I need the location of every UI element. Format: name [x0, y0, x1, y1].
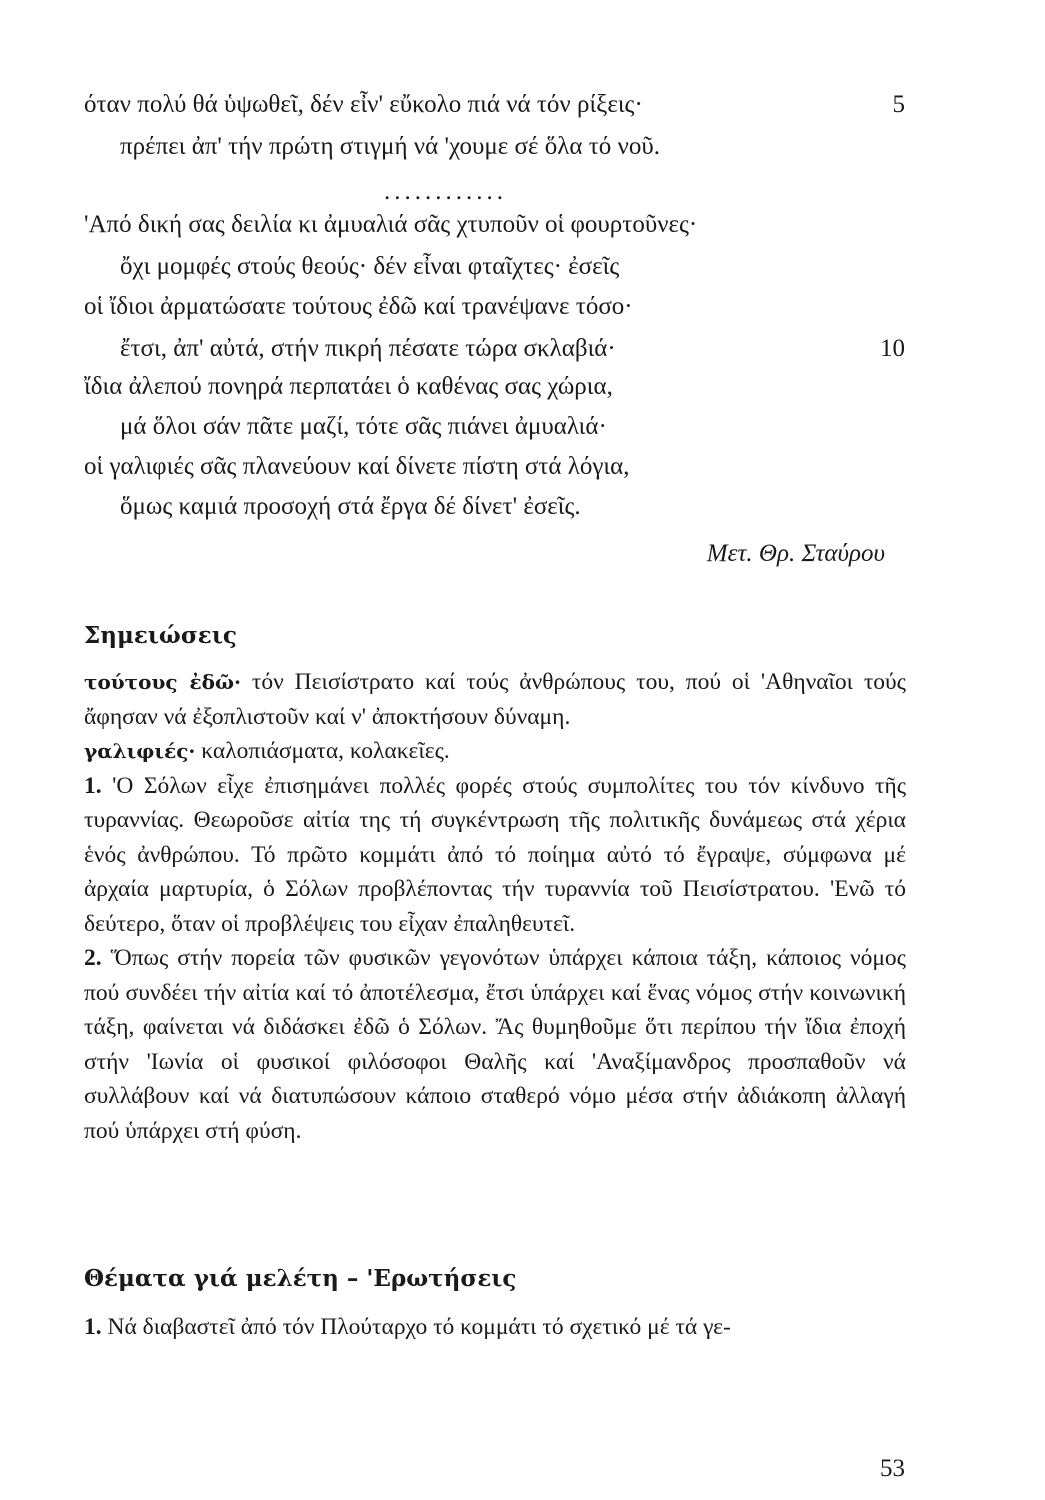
poem-line-3: 'Από δική σας δειλία κι ἀμυαλιά σᾶς χτυποῦν οἱ φουρτοῦνες·: [84, 211, 698, 238]
study-question-1: [84, 1310, 906, 1345]
poem-line-7: ἴδια ἀλεπού πονηρά περπατάει ὁ καθένας σας χώρια,: [84, 373, 613, 400]
question-number: 1.: [84, 1314, 102, 1340]
poem-line-6: ἔτσι, ἀπ' αὐτά, στήν πικρή πέσατε τώρα σκλαβιά·: [120, 335, 616, 362]
page-number: 53: [880, 1455, 905, 1482]
line-number-5: 5: [892, 91, 905, 118]
poem-line-2: πρέπει ἀπ' τήν πρώτη στιγμή νά 'χουμε σέ ὅλα τό νοῦ.: [120, 133, 660, 160]
note-text: Ὅπως στήν πορεία τῶν φυσικῶν γεγονότων ὑπάρχει κάποια τάξη, κάποιος νόμος πού συνδέει τήν αἰτία καί τό ἀποτέλεσμα, ἔτσι ὑπάρχει καί ἕνας νόμος στήν κοινωνική τάξη, φαίνεται νά διδάσκει ἐδῶ ὁ Σόλων. Ἄς θυμηθοῦμε ὅτι περίπου τήν ἴδια ἐποχή στήν 'Ιωνία οἱ φυσικοί φιλόσοφοι Θαλῆς καί 'Αναξίμανδρος προσπαθοῦν νά συλλάβουν καί νά διατυπώσουν κάποιο σταθερό νόμο μέσα στήν ἀδιάκοπη ἀλλαγή πού ὑπάρχει στή φύση.: [84, 945, 906, 1144]
poem-line-10: ὅμως καμιά προσοχή στά ἔργα δέ δίνετ' ἐσεῖς.: [120, 493, 581, 520]
note-touto-edo: [84, 665, 906, 734]
note-number: 2.: [84, 945, 102, 971]
note-2: [84, 941, 906, 1148]
note-1: [84, 769, 906, 942]
notes-heading: Σημειώσεις: [84, 622, 237, 649]
line-number-10: 10: [880, 335, 905, 362]
poem-line-9: οἱ γαλιφιές σᾶς πλανεύουν καί δίνετε πίστη στά λόγια,: [84, 453, 630, 480]
poem-line-8: μά ὅλοι σάν πᾶτε μαζί, τότε σᾶς πιάνει ἀμυαλιά·: [120, 413, 607, 440]
poem-line-4: ὄχι μομφές στούς θεούς· δέν εἶναι φταῖχτες· ἐσεῖς: [120, 253, 620, 280]
verse-ellipsis: ............: [384, 178, 507, 205]
question-text: Νά διαβαστεῖ ἀπό τόν Πλούταρχο τό κομμάτι τό σχετικό μέ τά γε-: [101, 1314, 731, 1340]
note-term: τούτους ἐδῶ·: [84, 670, 242, 694]
study-heading: Θέματα γιά μελέτη – 'Ερωτήσεις: [84, 1265, 517, 1292]
study-body: [84, 1310, 906, 1345]
note-text: καλοπιάσματα, κολακεῖες.: [195, 738, 450, 764]
note-number: 1.: [84, 772, 102, 799]
notes-body: [84, 665, 906, 1148]
note-text: τόν Πεισίστρατο καί τούς ἀνθρώπους του, πού οἱ 'Αθηναῖοι τούς ἄφησαν νά ἐξοπλιστοῦν καί ν' ἀποκτήσουν δύναμη.: [84, 669, 906, 730]
note-galifies: [84, 734, 906, 769]
translator-credit: Μετ. Θρ. Σταύρου: [706, 540, 885, 567]
poem-line-5: οἱ ἴδιοι ἀρματώσατε τούτους ἐδῶ καί τρανέψανε τόσο·: [84, 293, 633, 320]
poem-line-1: όταν πολύ θά ὑψωθεῖ, δέν εἶν' εὔκολο πιά νά τόν ρίξεις·: [84, 91, 643, 118]
note-text: 'Ο Σόλων εἶχε ἐπισημάνει πολλές φορές στούς συμπολίτες του τόν κίνδυνο τῆς τυραννίας. Θεωροῦσε αἰτία της τή συγκέντρωση τῆς πολιτικῆς δυνάμεως στά χέρια ἑνός ἀνθρώπου. Τό πρῶτο κομμάτι ἀπό τό ποίημα αὐτό τό ἔγραψε, σύμφωνα μέ ἀρχαία μαρτυρία, ὁ Σόλων προβλέποντας τήν τυραννία τοῦ Πεισίστρατου. 'Ενῶ τό δεύτερο, ὅταν οἱ προβλέψεις του εἶχαν ἐπαληθευτεῖ.: [84, 772, 906, 937]
note-term: γαλιφιές·: [84, 739, 196, 763]
